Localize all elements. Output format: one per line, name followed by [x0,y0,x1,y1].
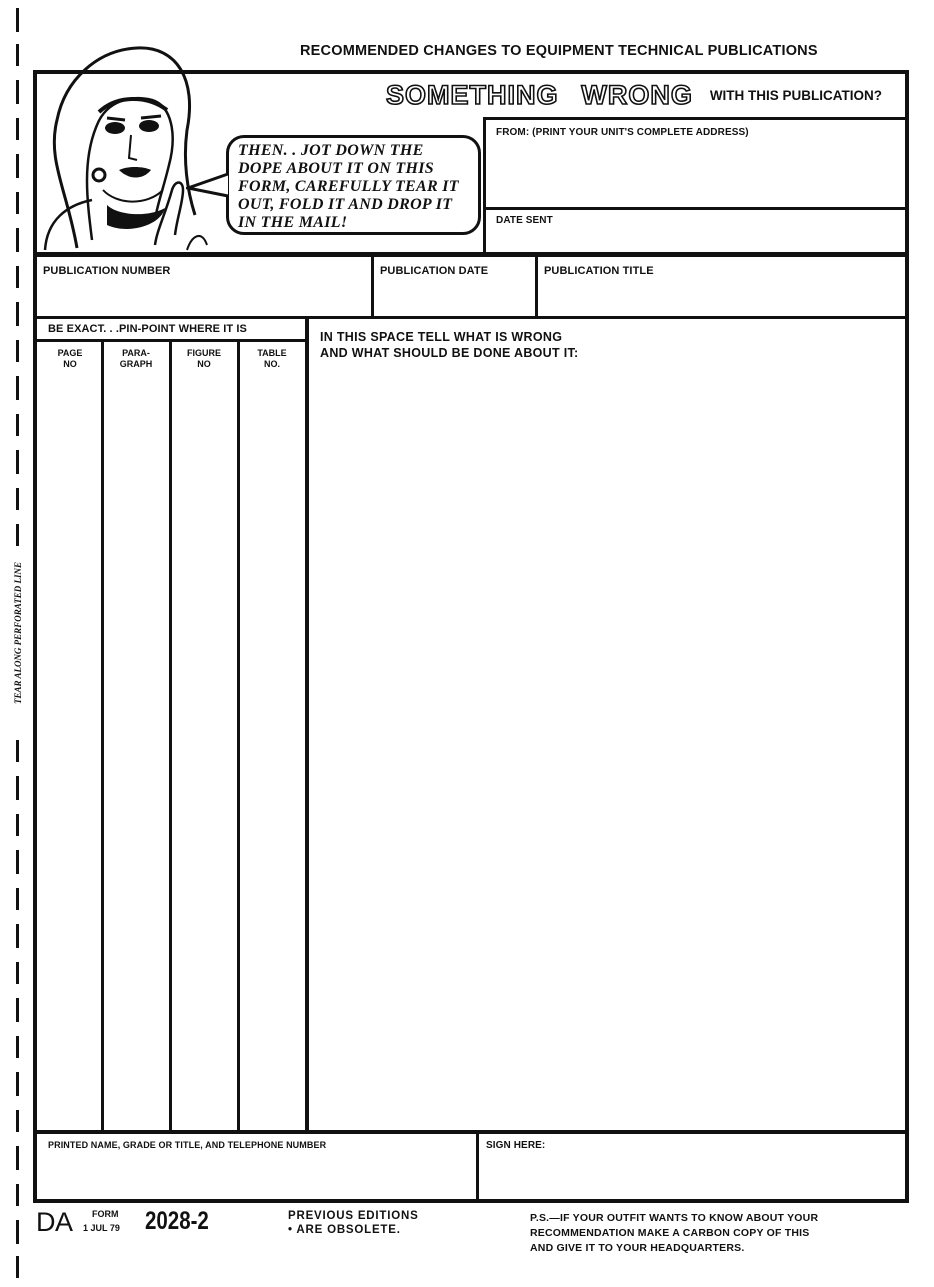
printed-name-label: PRINTED NAME, GRADE OR TITLE, AND TELEPHONE NUMBER [48,1140,327,1150]
footer-da: DA [36,1207,73,1237]
publication-title-field[interactable] [542,282,904,314]
column-header-table: TABLE NO. [257,348,287,369]
banner-title [386,80,882,111]
date-sent-label: DATE SENT [496,215,553,226]
column-header-paragraph: PARA- GRAPH [119,348,153,369]
divider-publication-bottom [35,316,907,319]
from-address-field[interactable] [492,145,904,203]
publication-date-field[interactable] [378,282,534,314]
banner-word-wrong: WRONG [581,80,693,110]
divider-pubdate-right [535,256,538,317]
cartoon-woman-illustration [37,40,222,252]
speech-bubble-text: THEN. . JOT DOWN THE DOPE ABOUT IT ON THIS FORM, CAREFULLY TEAR IT OUT, FOLD IT AND DROP IT IN THE MAIL! [238,142,459,231]
divider-sign-left [476,1132,479,1200]
divider-from-bottom [483,207,907,210]
banner-rest: WITH THIS PUBLICATION? [709,88,883,103]
footer-form-word: FORM [92,1209,119,1219]
date-sent-field[interactable] [570,212,904,248]
footer-previous-editions: PREVIOUS EDITIONS • ARE OBSOLETE. [288,1210,419,1236]
footer-form-number: 2028-2 [145,1207,209,1235]
divider-signature-top [35,1130,907,1134]
form-header-title: RECOMMENDED CHANGES TO EQUIPMENT TECHNICAL PUBLICATIONS [300,43,818,59]
signature-field[interactable] [484,1156,906,1196]
divider-from-left [483,117,486,254]
footer-form-date: 1 JUL 79 [83,1223,120,1233]
publication-number-field[interactable] [40,282,370,314]
publication-date-label: PUBLICATION DATE [380,265,489,277]
from-label: FROM: (PRINT YOUR UNIT'S COMPLETE ADDRESS) [496,127,749,138]
whats-wrong-label: IN THIS SPACE TELL WHAT IS WRONG AND WHAT SHOULD BE DONE ABOUT IT: [320,330,579,360]
perforation-label: TEAR ALONG PERFORATED LINE [13,562,23,704]
table-no-field[interactable] [242,378,306,1132]
divider-pubnum-right [371,256,374,317]
figure-no-field[interactable] [174,378,238,1132]
speech-bubble-tail [186,170,230,200]
footer-ps-note: P.S.—IF YOUR OUTFIT WANTS TO KNOW ABOUT YOUR RECOMMENDATION MAKE A CARBON COPY OF THIS AND GIVE IT TO YOUR HEADQUARTERS. [530,1212,819,1254]
column-header-page: PAGE NO [57,348,83,369]
sign-here-label: SIGN HERE: [486,1140,546,1151]
pinpoint-label: BE EXACT. . .PIN-POINT WHERE IT IS [48,323,247,335]
page-no-field[interactable] [40,378,102,1132]
publication-title-label: PUBLICATION TITLE [544,265,654,277]
divider-publication-top [35,252,907,257]
printed-name-field[interactable] [42,1156,476,1196]
whats-wrong-field[interactable] [316,368,904,1132]
paragraph-field[interactable] [106,378,170,1132]
banner-word-something: SOMETHING [386,80,559,110]
divider-banner-bottom [483,117,907,120]
publication-number-label: PUBLICATION NUMBER [43,265,171,277]
column-header-figure: FIGURE NO [186,348,221,369]
